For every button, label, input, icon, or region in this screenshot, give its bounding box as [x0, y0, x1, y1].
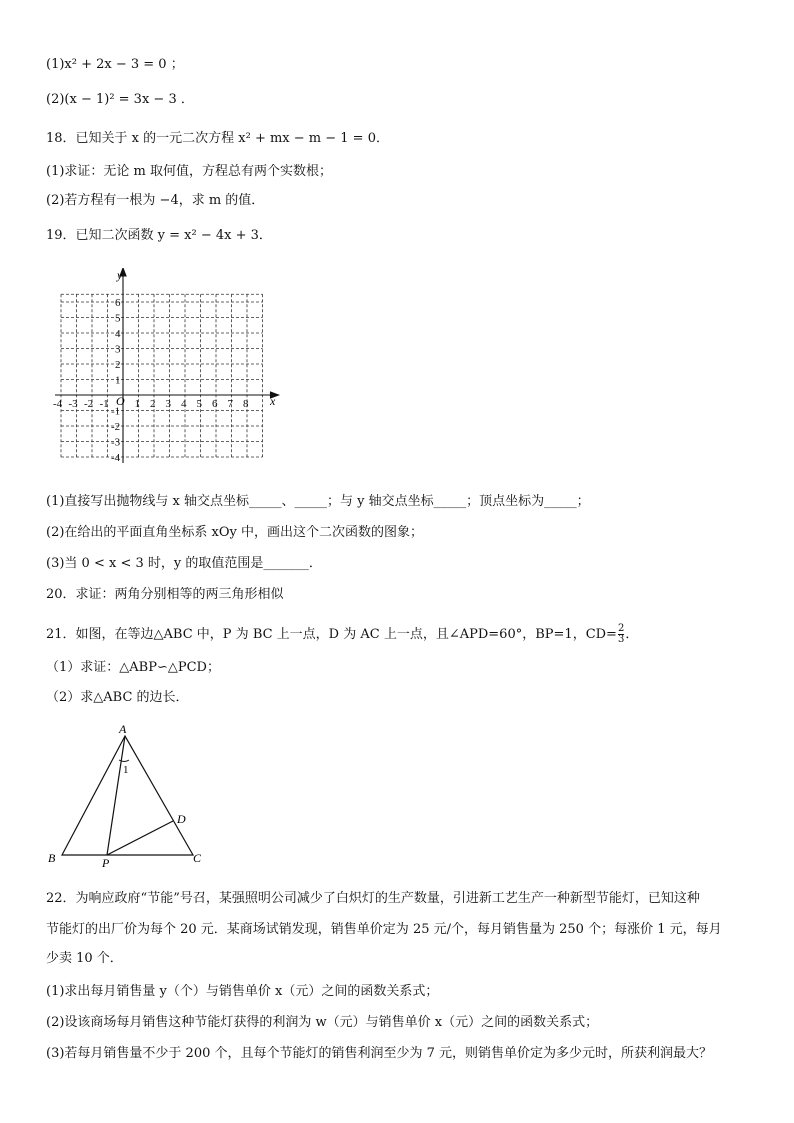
x-tick-label: 4	[181, 398, 187, 410]
q19-stem: 19．已知二次函数 y = x² − 4x + 3．	[46, 228, 272, 243]
angle-mark	[119, 760, 129, 762]
y-tick-labels	[111, 297, 121, 464]
y-tick-label: 4	[115, 328, 121, 340]
x-tick-label: -3	[68, 398, 78, 410]
q22-part1: (1)求出每月销售量 y（个）与销售单价 x（元）之间的函数关系式；	[46, 984, 439, 999]
q21-stem: 21．如图，在等边△ABC 中，P 为 BC 上一点，D 为 AC 上一点，且∠APD=60°，BP=1，CD=	[46, 627, 617, 642]
x-tick-label: 2	[150, 398, 156, 410]
label-c: C	[193, 851, 202, 865]
q18-part1: (1)求证：无论 m 取何值，方程总有两个实数根；	[46, 164, 333, 179]
y-axis-label: y	[117, 268, 123, 282]
q18-part2: (2)若方程有一根为 −4，求 m 的值．	[46, 193, 265, 208]
y-tick-label: -4	[111, 452, 121, 464]
q22-line3: 少卖 10 个．	[46, 951, 123, 966]
fraction-numerator: 2	[617, 623, 625, 634]
x-tick-label: 3	[165, 398, 171, 410]
q21-part1: （1）求证：△ABP∽△PCD；	[46, 660, 220, 675]
q19-part1: (1)直接写出抛物线与 x 轴交点坐标_____、_____；与 y 轴交点坐标_____；顶点坐标为_____；	[46, 494, 590, 509]
y-tick-label: 1	[115, 374, 121, 387]
q18-stem: 18．已知关于 x 的一元二次方程 x² + mx − m − 1 = 0．	[46, 131, 389, 146]
y-tick-label: 2	[115, 359, 121, 371]
label-angle-1: 1	[123, 764, 129, 776]
q22-part3: (3)若每月销售量不少于 200 个，且每个节能灯的销售利润至少为 7 元，则销售单价定为多少元时，所获利润最大？	[46, 1046, 713, 1061]
q19-part2: (2)在给出的平面直角坐标系 xOy 中，画出这个二次函数的图象；	[46, 525, 424, 540]
y-tick-label: -3	[111, 436, 121, 449]
q21-fraction	[618, 624, 624, 645]
triangle-figure	[44, 720, 214, 870]
label-b: B	[48, 851, 56, 865]
y-tick-label: 6	[115, 297, 121, 309]
axes	[55, 268, 279, 463]
label-d: D	[177, 812, 186, 826]
q22-line2: 节能灯的出厂价为每个 20 元．某商场试销发现，销售单价定为 25 元/个，每月销售量为 250 个；每涨价 1 元，每月	[46, 922, 722, 937]
q19-part3: (3)当 0 < x < 3 时，y 的取值范围是_______．	[46, 556, 322, 571]
x-tick-label: 5	[196, 398, 202, 410]
q22-line1: 22．为响应政府“节能”号召，某强照明公司减少了白炽灯的生产数量，引进新工艺生产一种新型节能灯，已知这种	[46, 891, 700, 906]
q21-stem-line	[46, 624, 638, 645]
x-tick-label: -4	[53, 398, 63, 410]
y-tick-label: -2	[111, 421, 121, 433]
x-tick-label: 6	[212, 398, 218, 410]
y-tick-label: -1	[111, 405, 121, 418]
origin-label: O	[116, 394, 125, 408]
y-tick-label: 5	[115, 312, 121, 325]
triangle-abc	[62, 736, 193, 855]
q21-part2: （2）求△ABC 的边长．	[46, 690, 189, 705]
x-tick-label: 8	[243, 398, 249, 410]
fraction-denominator: 3	[617, 634, 625, 645]
grid-lines	[61, 294, 263, 457]
x-tick-label: 1	[134, 398, 140, 410]
x-tick-label: -2	[84, 398, 94, 410]
q17-part1: (1)x² + 2x − 3 = 0 ；	[46, 57, 184, 72]
x-tick-labels	[53, 398, 249, 410]
q17-part2: (2)(x − 1)² = 3x − 3 ．	[46, 92, 194, 107]
label-p: P	[102, 856, 110, 870]
q21-stem-end: ．	[625, 627, 639, 642]
x-axis-label: x	[270, 394, 276, 408]
q20-stem: 20．求证：两角分别相等的两三角形相似	[46, 587, 284, 602]
segment-pd	[107, 821, 173, 855]
q22-part2: (2)设该商场每月销售这种节能灯获得的利润为 w（元）与销售单价 x（元）之间的函数关系式；	[46, 1015, 599, 1030]
x-tick-label: 7	[227, 398, 233, 410]
y-tick-label: 3	[115, 343, 121, 356]
x-tick-label: -1	[99, 398, 109, 410]
coordinate-grid	[48, 268, 288, 468]
label-a: A	[119, 722, 127, 736]
